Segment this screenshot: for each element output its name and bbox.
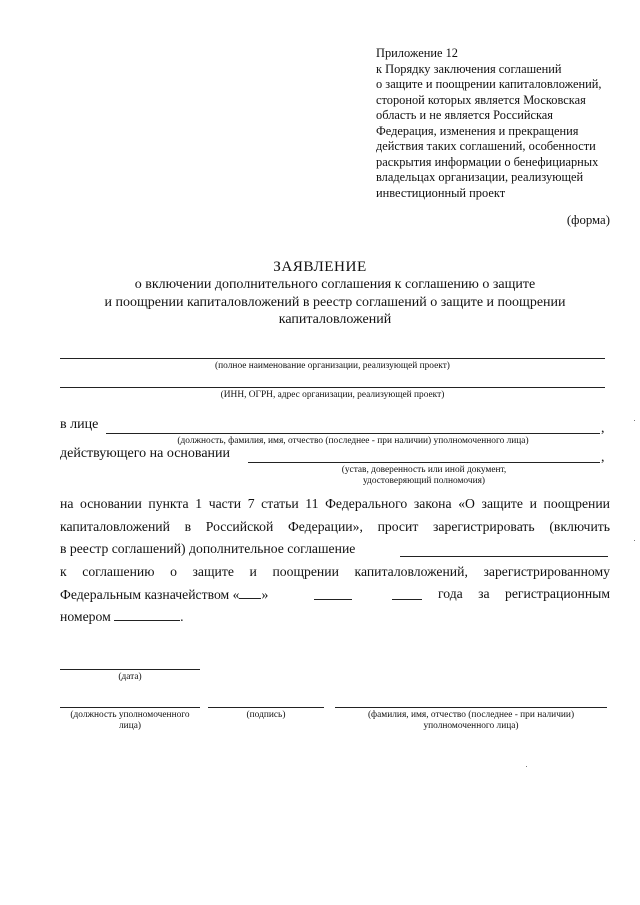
body-line-5-text: Федеральным казначейством « bbox=[60, 587, 240, 602]
comma: , bbox=[601, 450, 605, 465]
full-name-hint-line: уполномоченного лица) bbox=[423, 721, 519, 731]
represented-label: в лице bbox=[60, 417, 99, 432]
subtitle-line: о включении дополнительного соглашения к соглашению о защите bbox=[134, 277, 536, 292]
body-line-3 bbox=[60, 541, 610, 557]
scan-speck bbox=[634, 540, 635, 541]
body-line-2: капиталовложений в Российской Федерации», просит зарегистрировать (включить bbox=[60, 519, 610, 534]
basis-hint-line: (устав, доверенность или иной документ, bbox=[341, 465, 507, 475]
body-line-1: на основании пункта 1 части 7 статьи 11 Федерального закона «О защите и поощрении bbox=[60, 496, 610, 511]
document-title: ЗАЯВЛЕНИЕ bbox=[273, 258, 367, 275]
day-field[interactable] bbox=[239, 586, 261, 599]
represented-hint: (должность, фамилия, имя, отчество (последнее - при наличии) уполномоченного лица) bbox=[177, 436, 529, 446]
org-name-field[interactable] bbox=[60, 358, 605, 359]
position-field[interactable] bbox=[60, 707, 200, 708]
annex-line: к Порядку заключения соглашений bbox=[376, 61, 562, 76]
annex-line: Приложение 12 bbox=[376, 46, 458, 60]
document-subtitle bbox=[60, 276, 610, 329]
basis-hint bbox=[248, 465, 600, 487]
annex-line: действия таких соглашений, особенности bbox=[376, 139, 596, 153]
annex-line: о защите и поощрении капиталовложений, bbox=[376, 77, 602, 91]
signature-field[interactable] bbox=[208, 707, 324, 708]
date-field[interactable] bbox=[60, 669, 200, 670]
quote-close: » bbox=[261, 587, 269, 602]
position-hint bbox=[55, 710, 205, 732]
full-name-field[interactable] bbox=[335, 707, 607, 708]
form-label: (форма) bbox=[566, 213, 610, 227]
period: . bbox=[180, 609, 184, 624]
body-line-4: к соглашению о защите и поощрении капиталовложений, зарегистрированному bbox=[60, 564, 610, 579]
org-details-hint: (ИНН, ОГРН, адрес организации, реализующей проект) bbox=[220, 390, 445, 400]
full-name-hint bbox=[335, 710, 607, 732]
basis-label: действующего на основании bbox=[60, 446, 231, 461]
month-field[interactable] bbox=[314, 599, 352, 600]
position-hint-line: лица) bbox=[119, 721, 141, 731]
basis-field[interactable] bbox=[248, 462, 600, 463]
org-details-field[interactable] bbox=[60, 387, 605, 388]
subtitle-line: капиталовложений bbox=[278, 312, 392, 327]
scan-speck bbox=[526, 766, 527, 767]
represented-field[interactable] bbox=[106, 433, 600, 434]
annex-line: Федерация, изменения и прекращения bbox=[376, 123, 579, 138]
annex-line: раскрытия информации о бенефициарных bbox=[376, 154, 599, 169]
scan-speck bbox=[634, 420, 635, 421]
date-hint: (дата) bbox=[118, 672, 142, 682]
full-name-hint-line: (фамилия, имя, отчество (последнее - при наличии) bbox=[367, 710, 575, 720]
subtitle-line: и поощрении капиталовложений в реестр соглашений о защите и поощрении bbox=[104, 294, 566, 310]
comma: , bbox=[601, 421, 605, 436]
basis-hint-line: удостоверяющий полномочия) bbox=[362, 476, 486, 486]
supplementary-agreement-field[interactable] bbox=[400, 556, 608, 557]
signature-hint: (подпись) bbox=[246, 710, 286, 720]
body-line-5-end: года за регистрационным bbox=[438, 586, 610, 601]
annex-line: стороной которых является Московская bbox=[376, 92, 586, 107]
body-line-6 bbox=[60, 608, 610, 625]
body-line-6-text: номером bbox=[60, 609, 111, 624]
year-field[interactable] bbox=[392, 599, 422, 600]
position-hint-line: (должность уполномоченного bbox=[70, 710, 190, 720]
registration-number-field[interactable] bbox=[114, 608, 180, 621]
annex-line: инвестиционный проект bbox=[376, 185, 506, 200]
org-name-hint: (полное наименование организации, реализующей проект) bbox=[215, 361, 450, 371]
annex-line: область и не является Российская bbox=[376, 108, 554, 122]
body-line-3-text: в реестр соглашений) дополнительное соглашение bbox=[60, 541, 356, 556]
annex-line: владельцах организации, реализующей bbox=[376, 170, 584, 184]
annex-header bbox=[376, 46, 626, 201]
